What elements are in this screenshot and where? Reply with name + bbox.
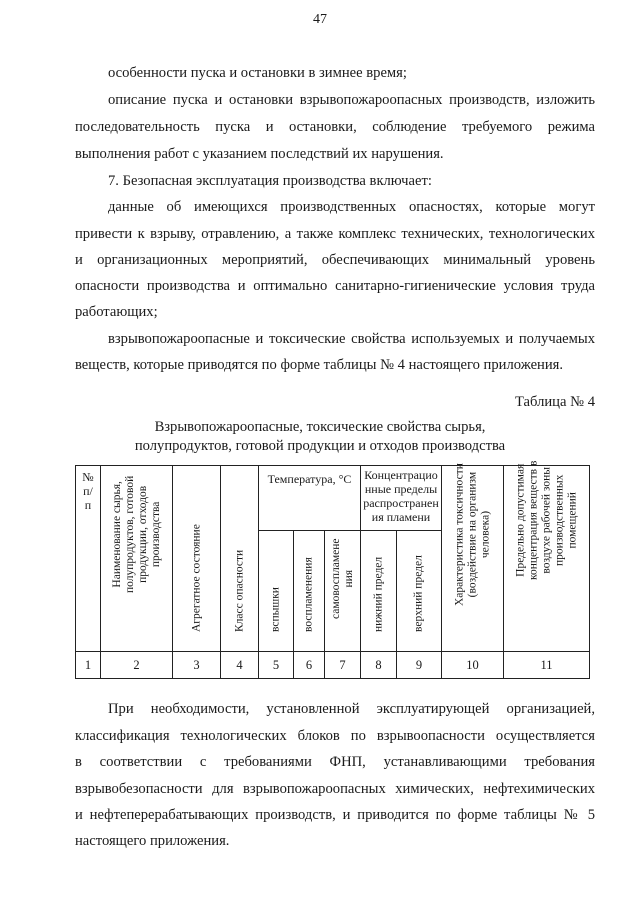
page-number: 47 [313,12,327,27]
text-line: привести к взрыву, отравлению, а также комплекс технических, технологических [75,226,595,242]
header-autoignition: самовоспламене ния [325,531,361,652]
column-number: 2 [101,652,173,679]
text-line: и организационных мероприятий, обеспечивающих минимальный уровень [75,252,595,268]
column-number: 1 [76,652,101,679]
column-number: 4 [221,652,259,679]
text-line: последовательность пуска и остановки, соблюдение требуемого режима [75,119,595,135]
text-line: в соответствии с требованиями ФНП, устанавливающими требования [75,754,595,770]
header-ignition: воспламенения [294,531,325,652]
table-caption-line2: полупродуктов, готовой продукции и отходов производства [134,438,506,454]
header-temperature: Температура, °С [259,466,361,531]
text-line: описание пуска и остановки взрывопожароопасных производств, изложить [108,92,595,108]
header-toxicity: Характеристика токсичности (воздействие на организм человека) [442,466,504,652]
column-number: 8 [361,652,397,679]
column-number: 9 [397,652,442,679]
text-line: классификация технологических блоков по взрывоопасности осуществляется [75,728,595,744]
column-number: 5 [259,652,294,679]
column-number: 3 [173,652,221,679]
column-number: 7 [325,652,361,679]
header-class: Класс опасности [221,466,259,652]
text-line: работающих; [75,304,158,320]
header-lower-limit: нижний предел [361,531,397,652]
column-number: 6 [294,652,325,679]
text-line: настоящего приложения. [75,833,230,849]
column-number: 11 [504,652,590,679]
header-number: № п/ п [76,466,101,652]
header-concentration: Концентрацио нные пределы распространен ия пламени [361,466,442,531]
table-row [76,652,590,679]
text-line: взрывопожароопасные и токсические свойства используемых и получаемых [108,331,595,347]
text-line: и нефтеперерабатывающих производств, и приводится по форме таблицы № 5 [75,807,595,823]
table-caption-line1: Взрывопожароопасные, токсические свойства сырья, [154,419,486,435]
properties-table [75,460,590,679]
column-number: 10 [442,652,504,679]
text-line: выполнения работ с указанием последствий их нарушения. [75,146,444,162]
text-line: взрывобезопасности для взрывопожароопасных химических, нефтехимических [75,781,595,797]
header-mac: Предельно допустимая концентрация веществ в воздухе рабочей зоны производственных помещений [504,466,590,652]
text-line: особенности пуска и остановки в зимнее время; [108,65,407,81]
header-name: Наименование сырья, полупродуктов, готовой продукции, отходов производства [101,466,173,652]
header-upper-limit: верхний предел [397,531,442,652]
text-line: данные об имеющихся производственных опасностях, которые могут [108,199,595,215]
text-line: При необходимости, установленной эксплуатирующей организацией, [108,701,595,717]
text-line: опасности производства и оптимально санитарно-гигиенические условия труда [75,278,595,294]
table-label: Таблица № 4 [515,394,595,410]
header-state: Агрегатное состояние [173,466,221,652]
section-heading: 7. Безопасная эксплуатация производства включает: [108,173,432,189]
text-line: веществ, которые приводятся по форме таблицы № 4 настоящего приложения. [75,357,564,373]
header-flash: вспышки [259,531,294,652]
